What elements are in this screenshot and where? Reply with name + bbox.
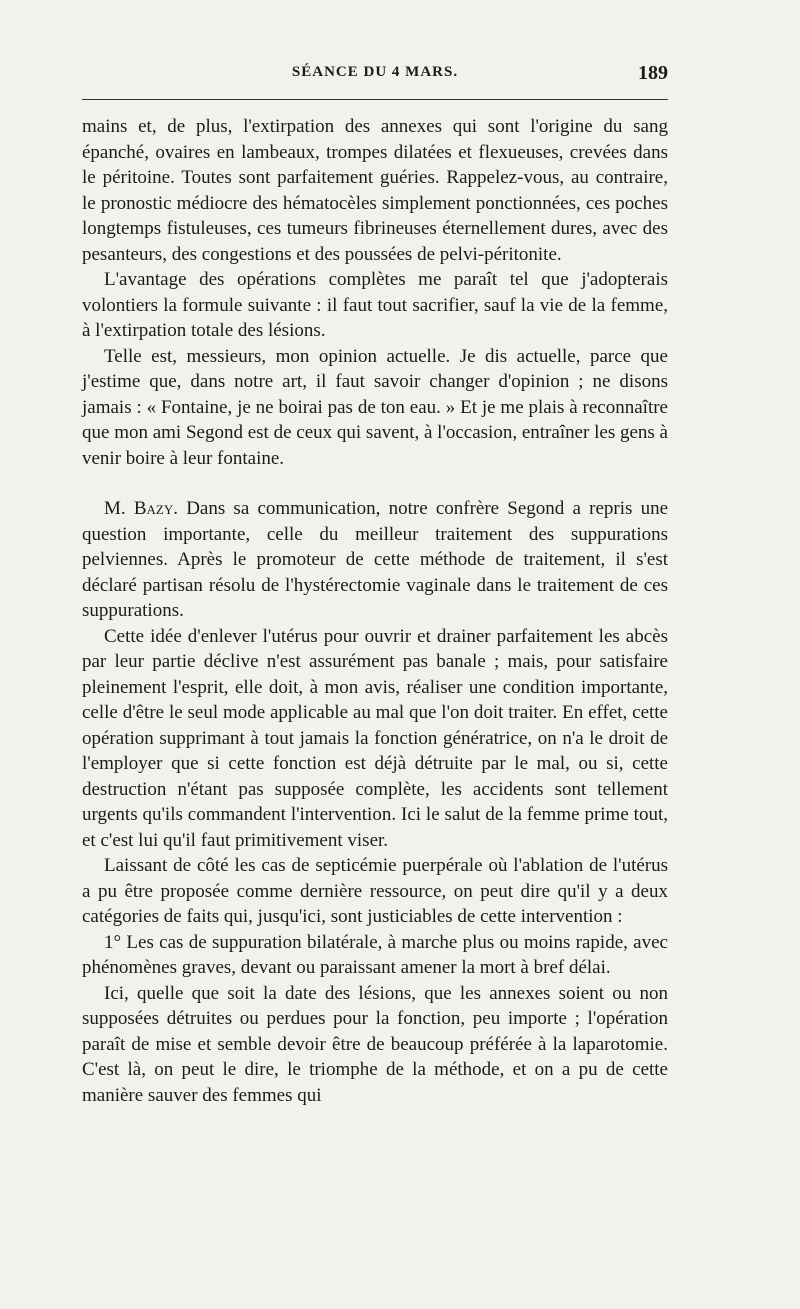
paragraph: mains et, de plus, l'extirpation des annexes qui sont l'origine du sang épanché, ovaires en lambeaux, trompes dilatées et flexueuses, crevées dans le péritoine. Toutes sont parfaitement guéries. Rappelez-vous, au contraire, le pronostic médiocre des hématocèles simplement ponctionnées, ces poches longtemps fistuleuses, ces tumeurs fibrineuses éternellement dures, avec des pesanteurs, des congestions et des poussées de pelvi-péritonite.	[82, 116, 668, 265]
body-text	[82, 114, 668, 1108]
speaker-text: Dans sa communication, notre confrère Segond a repris une question importante, celle du meilleur traitement des suppurations pelviennes. Après le promoteur de cette méthode de traitement, il s'est déclaré partisan résolu de l'hystérectomie vaginale dans le traitement de ces suppurations.	[82, 498, 669, 621]
paragraph: Telle est, messieurs, mon opinion actuelle. Je dis actuelle, parce que j'estime que, dans notre art, il faut savoir changer d'opinion ; ne disons jamais : « Fontaine, je ne boirai pas de ton eau. » Et je me plais à reconnaître que mon ami Segond est de ceux qui savent, à l'occasion, entraîner les gens à venir boire à leur fontaine.	[82, 345, 668, 469]
header-rule	[82, 99, 668, 100]
running-head: SÉANCE DU 4 MARS.	[291, 64, 459, 80]
page-header	[82, 62, 668, 90]
paragraph: Cette idée d'enlever l'utérus pour ouvrir et drainer parfaitement les abcès par leur partie déclive n'est assurément pas banale ; mais, pour satisfaire pleinement l'esprit, elle doit, à mon avis, réaliser une condition importante, celle d'être le seul mode applicable au mal que l'on doit traiter. En effet, cette opération supprimant à tout jamais la fonction génératrice, on n'a le droit de l'employer que si cette fonction est déjà détruite par le mal, ou si, cette destruction n'étant pas supposée complète, les accidents sont tellement urgents qu'ils commandent l'intervention. Ici le salut de la femme prime tout, et c'est lui qu'il faut primitivement viser.	[82, 625, 668, 851]
paragraph: L'avantage des opérations complètes me paraît tel que j'adopterais volontiers la formule suivante : il faut tout sacrifier, sauf la vie de la femme, à l'extirpation totale des lésions.	[82, 269, 668, 341]
paragraph: Ici, quelle que soit la date des lésions, que les annexes soient ou non supposées détruites ou perdues pour la fonction, peu importe ; l'opération paraît de mise et semble devoir être de beaucoup préférée à la laparotomie. C'est là, on peut le dire, le triomphe de la méthode, et on a pu de cette manière sauver des femmes qui	[82, 982, 668, 1106]
paragraph: Laissant de côté les cas de septicémie puerpérale où l'ablation de l'utérus a pu être proposée comme dernière ressource, on peut dire qu'il y a deux catégories de faits qui, jusqu'ici, sont justiciables de cette intervention :	[82, 855, 668, 927]
paragraph: 1° Les cas de suppuration bilatérale, à marche plus ou moins rapide, avec phénomènes graves, devant ou paraissant amener la mort à bref délai.	[82, 931, 668, 978]
paragraph-speaker	[82, 496, 668, 624]
speaker-name: M. Bazy.	[104, 498, 178, 519]
page-number: 189	[638, 62, 668, 84]
